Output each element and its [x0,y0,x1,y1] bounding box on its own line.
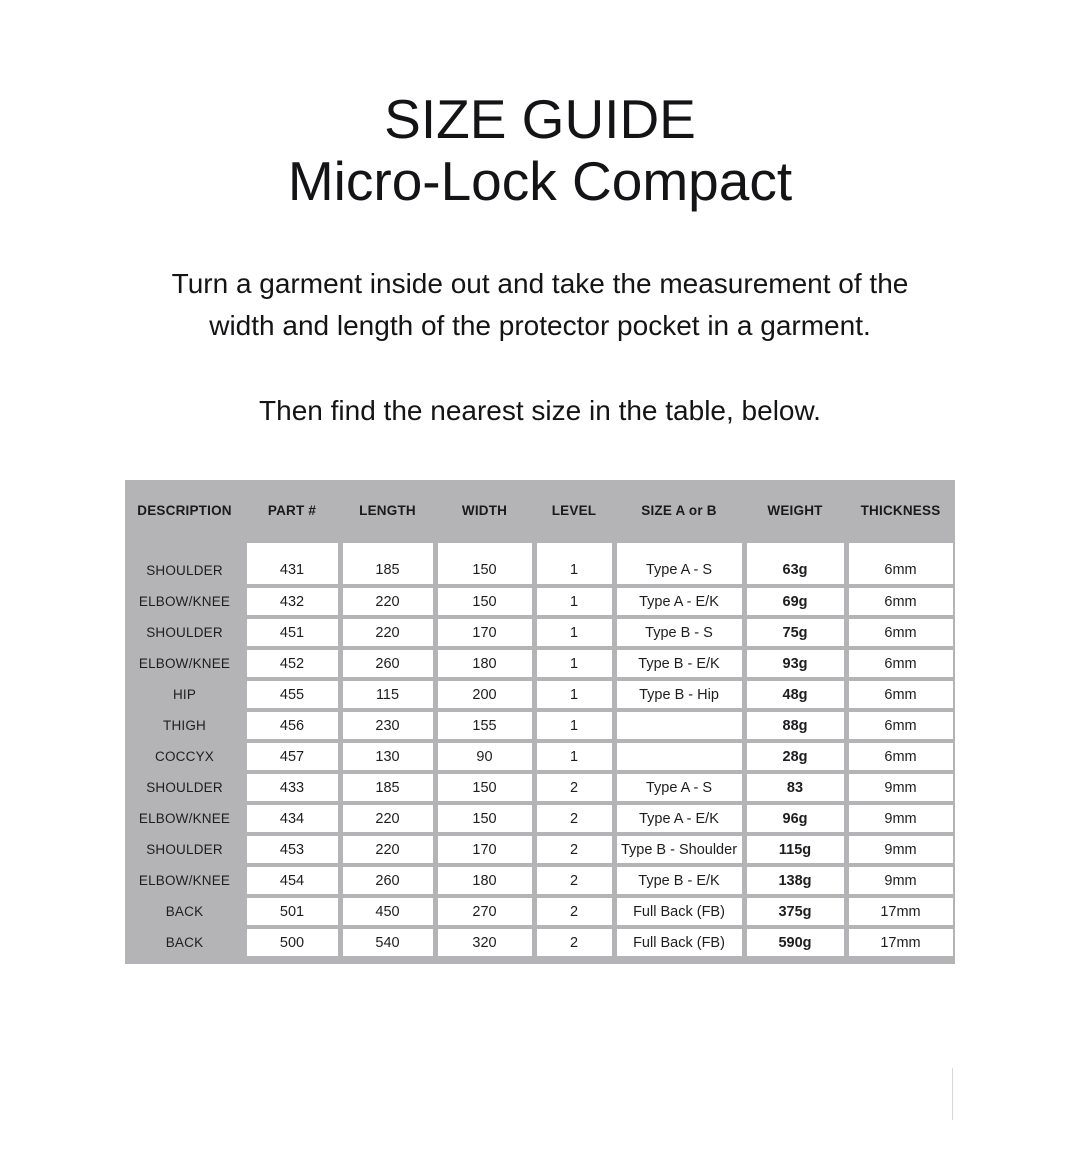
table-cell: 1 [537,712,612,739]
table-cell: 130 [343,743,433,770]
table-cell: 6mm [849,650,953,677]
column-header-level: LEVEL [551,503,597,518]
table-cell: 180 [438,867,532,894]
table-cell: Type A - S [617,774,742,801]
table-cell: 9mm [849,805,953,832]
table-cell: 170 [438,836,532,863]
table-cell: 83 [747,774,844,801]
table-cell: Type B - Hip [617,681,742,708]
table-cell: 453 [247,836,338,863]
table-cell: 69g [747,588,844,615]
table-cell: 6mm [849,619,953,646]
table-cell [617,743,742,770]
table-cell: 260 [343,867,433,894]
table-cell: 451 [247,619,338,646]
faint-divider-line [952,1068,953,1120]
instructions-line-1: Turn a garment inside out and take the measurement of the [171,268,909,299]
table-cell: 433 [247,774,338,801]
table-cell: 155 [438,712,532,739]
table-cell: 185 [343,543,433,584]
table-cell: 452 [247,650,338,677]
row-description: BACK [165,904,204,919]
table-cell: Type A - S [617,543,742,584]
row-description: SHOULDER [146,562,223,578]
table-cell: 9mm [849,774,953,801]
table-cell: 1 [537,650,612,677]
table-cell: 220 [343,588,433,615]
row-description: COCCYX [155,749,214,764]
table-cell: 75g [747,619,844,646]
table-cell: 150 [438,588,532,615]
table-cell: Type A - E/K [617,805,742,832]
table-cell: 2 [537,867,612,894]
table-cell: 375g [747,898,844,925]
table-cell: 180 [438,650,532,677]
table-cell: 9mm [849,867,953,894]
table-cell: 1 [537,743,612,770]
table-cell: 96g [747,805,844,832]
size-table [125,480,955,964]
table-cell: 456 [247,712,338,739]
row-description: ELBOW/KNEE [138,873,231,888]
table-cell: 260 [343,650,433,677]
table-cell: 185 [343,774,433,801]
table-cell: 501 [247,898,338,925]
page [0,88,1080,1168]
title-line-1: SIZE GUIDE [384,88,696,150]
table-cell: Type B - S [617,619,742,646]
table-cell: 6mm [849,743,953,770]
column-header-description: DESCRIPTION [137,503,232,518]
table-cell: 150 [438,805,532,832]
table-cell: 2 [537,774,612,801]
table-cell: 6mm [849,543,953,584]
row-description: SHOULDER [146,780,223,795]
table-cell: 88g [747,712,844,739]
table-cell: 450 [343,898,433,925]
find-size-paragraph: Then find the nearest size in the table, below. [259,395,821,426]
table-cell: 138g [747,867,844,894]
table-cell: 6mm [849,681,953,708]
table-cell: Type B - Shoulder [617,836,742,863]
table-cell: 1 [537,619,612,646]
table-cell: Type B - E/K [617,867,742,894]
table-cell: 1 [537,588,612,615]
table-cell: 457 [247,743,338,770]
row-description: ELBOW/KNEE [138,656,231,671]
column-header-thickness: THICKNESS [860,503,941,518]
table-cell: 220 [343,836,433,863]
table-cell: 150 [438,774,532,801]
table-cell: 9mm [849,836,953,863]
table-cell: Type B - E/K [617,650,742,677]
table-cell: 115 [343,681,433,708]
table-cell: 2 [537,929,612,956]
column-header-size-a-or-b: SIZE A or B [641,503,717,518]
table-cell: 454 [247,867,338,894]
column-header-weight: WEIGHT [767,503,823,518]
table-cell: 320 [438,929,532,956]
table-cell: 2 [537,836,612,863]
table-cell: 93g [747,650,844,677]
table-cell: Type A - E/K [617,588,742,615]
table-cell: 170 [438,619,532,646]
table-cell: 6mm [849,588,953,615]
table-cell: 1 [537,543,612,584]
table-cell: 455 [247,681,338,708]
table-cell: 590g [747,929,844,956]
table-cell: 17mm [849,898,953,925]
table-cell: 2 [537,898,612,925]
row-description: HIP [172,687,197,702]
table-cell: 28g [747,743,844,770]
row-description: ELBOW/KNEE [138,811,231,826]
size-guide-title [0,88,1080,212]
table-cell: 270 [438,898,532,925]
table-cell: 48g [747,681,844,708]
row-description: THIGH [163,718,206,733]
table-cell [617,712,742,739]
row-description: SHOULDER [146,842,223,857]
table-cell: 2 [537,805,612,832]
table-cell: 1 [537,681,612,708]
table-cell: 500 [247,929,338,956]
table-cell: 6mm [849,712,953,739]
table-cell: 434 [247,805,338,832]
table-cell: 540 [343,929,433,956]
table-cell: 63g [747,543,844,584]
title-line-2: Micro-Lock Compact [287,150,793,212]
instructions-paragraph [0,263,1080,347]
table-cell: Full Back (FB) [617,898,742,925]
table-cell: 150 [438,543,532,584]
column-header-width: WIDTH [461,503,508,518]
row-description: BACK [165,935,204,950]
table-cell: Full Back (FB) [617,929,742,956]
table-cell: 230 [343,712,433,739]
table-cell: 200 [438,681,532,708]
table-cell: 115g [747,836,844,863]
table-cell: 90 [438,743,532,770]
table-cell: 431 [247,543,338,584]
table-cell: 17mm [849,929,953,956]
row-description: SHOULDER [146,625,223,640]
column-header-part: PART # [267,503,317,518]
column-header-length: LENGTH [359,503,416,518]
table-cell: 220 [343,619,433,646]
row-description: ELBOW/KNEE [138,594,231,609]
table-cell: 432 [247,588,338,615]
table-cell: 220 [343,805,433,832]
instructions-line-2: width and length of the protector pocket in a garment. [209,310,871,341]
